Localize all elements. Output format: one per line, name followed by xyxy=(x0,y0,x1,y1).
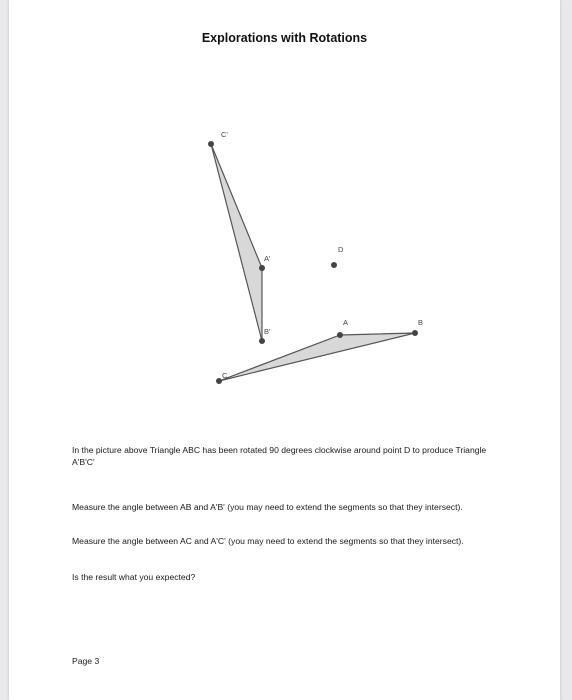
point-b-prime xyxy=(259,338,265,344)
intro-paragraph: In the picture above Triangle ABC has been rotated 90 degrees clockwise around point D to produce Triangle A'B'C' xyxy=(72,445,487,467)
question-2: Measure the angle between AC and A'C' (you may need to extend the segments so that they intersect). xyxy=(72,536,464,546)
label-d: D xyxy=(338,245,344,254)
page-number: Page 3 xyxy=(72,656,100,666)
point-a-prime xyxy=(259,265,265,271)
question-1: Measure the angle between AB and A'B' (you may need to extend the segments so that they intersect). xyxy=(72,502,463,512)
triangle-prime xyxy=(211,144,262,341)
label-a-prime: A' xyxy=(264,254,271,263)
label-c: C xyxy=(222,371,228,380)
label-a: A xyxy=(343,318,349,327)
point-b xyxy=(412,330,418,336)
triangle-original xyxy=(219,333,415,381)
label-c-prime: C' xyxy=(221,130,228,139)
point-c-prime xyxy=(208,141,214,147)
rotation-figure xyxy=(9,0,560,430)
document-page xyxy=(9,0,560,700)
page-title: Explorations with Rotations xyxy=(201,31,368,45)
point-d xyxy=(331,262,337,268)
question-3: Is the result what you expected? xyxy=(72,572,196,582)
label-b: B xyxy=(418,318,424,327)
label-b-prime: B' xyxy=(264,327,271,336)
point-a xyxy=(337,332,343,338)
